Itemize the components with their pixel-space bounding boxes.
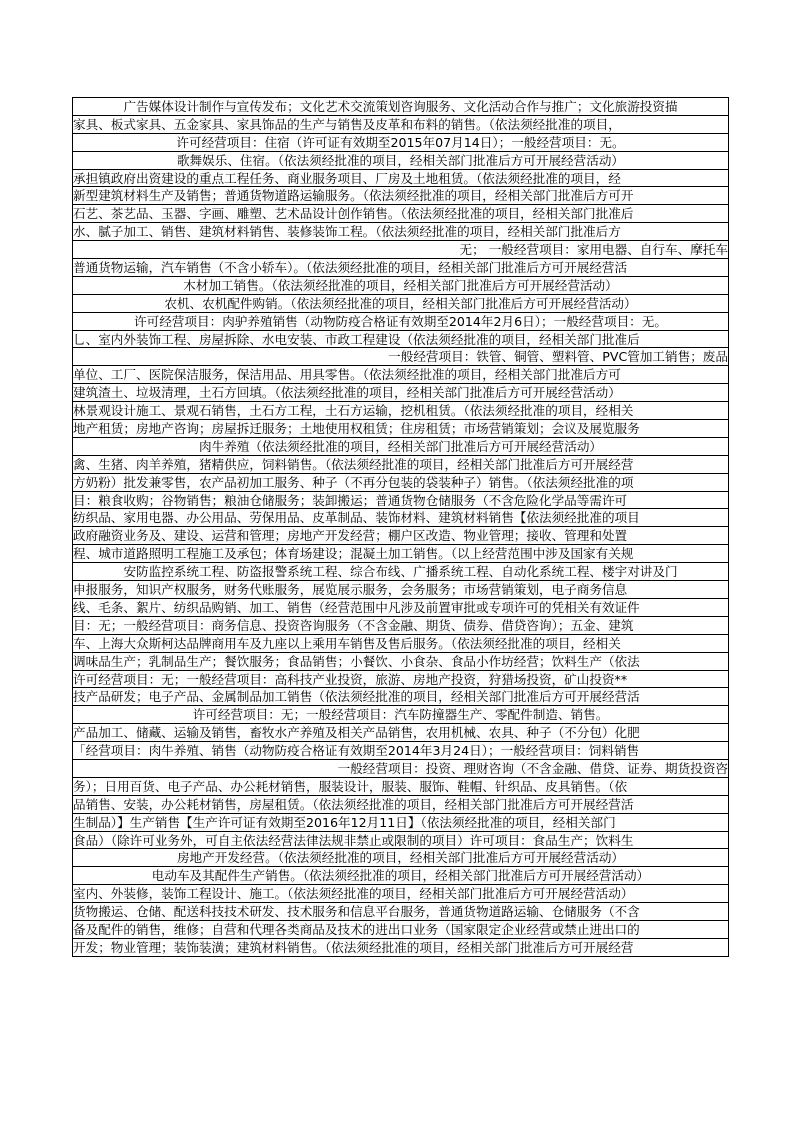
- table-row: [73, 814, 728, 832]
- table-row: [73, 599, 728, 617]
- table-row: [73, 366, 728, 384]
- row-text: 目：粮食收购；谷物销售；粮油仓储服务；装卸搬运；普通货物仓储服务（不含危险化学品等需许可: [73, 492, 628, 508]
- table-row: [73, 903, 728, 921]
- table-row: [73, 832, 728, 850]
- row-text: 许可经营项目：无；一般经营项目：高科技产业投资，旅游、房地产投资，狩猎场投资，矿山投资**: [73, 671, 628, 687]
- row-text: 歌舞娱乐、住宿。（依法须经批准的项目，经相关部门批准后方可开展经营活动）: [176, 152, 625, 168]
- table-row: [73, 187, 728, 205]
- table-row: [73, 724, 728, 742]
- row-text: 广告媒体设计制作与宣传发布；文化艺术交流策划咨询服务、文化活动合作与推广；文化旅游投资描: [123, 99, 678, 114]
- table-row: [73, 492, 728, 510]
- row-text: 禽、生猪、肉羊养殖，猪精供应，饲料销售。（依法须经批准的项目，经相关部门批准后方可开展经营: [73, 456, 634, 472]
- table-row: [73, 152, 728, 170]
- table-row: [73, 545, 728, 563]
- row-text: 无； 一般经营项目：家用电器、自行车、摩托车: [459, 242, 728, 258]
- table-row: [73, 778, 728, 796]
- row-text: 林景观设计施工、景观石销售，土石方工程，土石方运输，挖机租赁。（依法须经批准的项目，经相关: [73, 403, 634, 419]
- table-row: [73, 885, 728, 903]
- row-text: 石艺、茶艺品、玉器、字画、雕塑、艺术品设计创作销售。（依法须经批准的项目，经相关部门批准后: [73, 206, 634, 222]
- row-text: 普通货物运输，汽车销售（不含小轿车）。（依法须经批准的项目，经相关部门批准后方可开展经营活: [73, 260, 628, 276]
- table-row: [73, 241, 728, 259]
- table-row: [73, 438, 728, 456]
- table-row: [73, 742, 728, 760]
- row-text: 货物搬运、仓储、配送科技技术研发、技术服务和信息平台服务，普通货物道路运输、仓储服务（不含: [73, 904, 640, 920]
- row-text: 肉牛养殖（依法须经批准的项目，经相关部门批准后方可开展经营活动）: [199, 438, 602, 454]
- row-text: 地产租赁；房地产咨询；房屋拆迁服务；土地使用权租赁；住房租赁；市场营销策划；会议及展览服务: [73, 421, 640, 437]
- table-row: [73, 474, 728, 492]
- row-text: 程、城市道路照明工程施工及承包；体育场建设；混凝土加工销售。（以上经营范围中涉及国家有关规: [73, 546, 634, 562]
- row-text: 开发；物业管理；装饰装潢；建筑材料销售。（依法须经批准的项目，经相关部门批准后方可开展经营: [73, 939, 634, 955]
- row-text: 产品加工、储藏、运输及销售，畜牧水产养殖及相关产品销售，农用机械、农具、种子（不分包）化肥: [73, 725, 640, 741]
- table-row: [73, 313, 728, 331]
- table-row: [73, 921, 728, 939]
- table-row: [73, 205, 728, 223]
- table-row: [73, 527, 728, 545]
- table-row: [73, 384, 728, 402]
- row-text: 许可经营项目：无；一般经营项目：汽车防撞器生产、零配件制造、销售。: [192, 707, 609, 723]
- row-text: 申报服务，知识产权服务，财务代账服务，展览展示服务，会务服务；市场营销策划，电子商务信息: [73, 582, 628, 598]
- table-row: [73, 760, 728, 778]
- table-row: [73, 331, 728, 349]
- table-row: [73, 688, 728, 706]
- row-text: 调味品生产；乳制品生产；餐饮服务；食品销售；小餐饮、小食杂、食品小作坊经营；饮料生产（依法: [73, 653, 640, 669]
- row-text: 技产品研发；电子产品、金属制品加工销售（依法须经批准的项目，经相关部门批准后方可开展经营活: [73, 689, 640, 705]
- table-row: [73, 98, 728, 116]
- table-row: [73, 420, 728, 438]
- table-row: [73, 259, 728, 277]
- table-row: [73, 295, 728, 313]
- row-text: 农机、农机配件购销。（依法须经批准的项目，经相关部门批准后方可开展经营活动）: [164, 295, 637, 311]
- row-text: 纺织品、家用电器、办公用品、劳保用品、皮革制品、装饰材料、建筑材料销售【依法须经批准的项目: [73, 510, 640, 526]
- table-row: [73, 796, 728, 814]
- row-text: 乚、室内外装饰工程、房屋拆除、水电安装、市政工程建设（依法须经批准的项目，经相关部门批准后: [73, 331, 640, 347]
- row-text: 政府融资业务及、建设、运营和管理；房地产开发经营；棚户区改造、物业管理；接收、管理和处置: [73, 528, 628, 544]
- row-text: 电动车及其配件生产销售。（依法须经批准的项目，经相关部门批准后方可开展经营活动）: [151, 868, 650, 884]
- table-row: [73, 706, 728, 724]
- table-row: [73, 653, 728, 671]
- table-row: [73, 223, 728, 241]
- row-text: 承担镇政府出资建设的重点工程任务、商业服务项目、厂房及土地租赁。（依法须经批准的项目，经: [73, 170, 621, 186]
- row-text: 一般经营项目：铁管、铜管、塑料管、PVC管加工销售；废品: [388, 349, 728, 365]
- table-row: [73, 635, 728, 653]
- row-text: 家具、板式家具、五金家具、家具饰品的生产与销售及皮革和布料的销售。（依法须经批准的项目，: [73, 116, 621, 132]
- table-row: [73, 170, 728, 188]
- row-text: 单位、工厂、医院保洁服务，保洁用品、用具零售。（依法须经批准的项目，经相关部门批准后方可: [73, 367, 621, 383]
- row-text: 车、上海大众斯柯达品牌商用车及九座以上乘用车销售及售后服务。（依法须经批准的项目，经相关: [73, 635, 621, 651]
- row-text: 新型建筑材料生产及销售；普通货物道路运输服务。（依法须经批准的项目，经相关部门批准后方可开: [73, 188, 634, 204]
- row-text: 线、毛条、絮片、纺织品购销、加工、销售（经营范围中凡涉及前置审批或专项许可的凭相关有效证件: [73, 599, 640, 615]
- row-text: 水、腻子加工、销售、建筑材料销售、装修装饰工程。（依法须经批准的项目，经相关部门批准后方: [73, 224, 621, 240]
- row-text: 安防监控系统工程、防盗报警系统工程、综合布线、广播系统工程、自动化系统工程、楼宇对讲及门: [123, 564, 678, 580]
- row-text: 许可经营项目：住宿（许可证有效期至2015年07月14日）；一般经营项目：无。: [176, 134, 625, 150]
- row-text: 生制品）】生产销售【生产许可证有效期至2016年12月11日】（依法须经批准的项目，经相关部门: [73, 814, 616, 830]
- business-scope-table: [72, 97, 729, 957]
- row-text: 目：无；一般经营项目：商务信息、投资咨询服务（不含金融、期货、债券、借贷咨询）；五金、建筑: [73, 617, 634, 633]
- table-row: [73, 402, 728, 420]
- row-text: 食品）（除许可业务外，可自主依法经营法律法规非禁止或限制的项目）许可项目：食品生产；饮料生: [73, 832, 634, 848]
- table-row: [73, 116, 728, 134]
- table-row: [73, 134, 728, 152]
- table-row: [73, 849, 728, 867]
- table-row: [73, 581, 728, 599]
- row-text: 木材加工销售。（依法须经批准的项目，经相关部门批准后方可开展经营活动）: [183, 277, 618, 293]
- row-text: 备及配件的销售，维修；自营和代理各类商品及技术的进出口业务（国家限定企业经营或禁止进出口的: [73, 921, 640, 937]
- table-row: [73, 509, 728, 527]
- table-row: [73, 456, 728, 474]
- row-text: 室内、外装修，装饰工程设计、施工。（依法须经批准的项目，经相关部门批准后方可开展经营活动）: [73, 886, 634, 902]
- row-text: 品销售、安装，办公耗材销售，房屋租赁。（依法须经批准的项目，经相关部门批准后方可开展经营活: [73, 796, 634, 812]
- table-row: [73, 563, 728, 581]
- row-text: 房地产开发经营。（依法须经批准的项目，经相关部门批准后方可开展经营活动）: [176, 850, 625, 866]
- row-text: 方奶粉）批发兼零售，农产品初加工服务、种子（不再分包装的袋装种子）销售。（依法须经批准的项: [73, 474, 634, 490]
- row-text: 许可经营项目：肉驴养殖销售（动物防疫合格证有效期至2014年2月6日）；一般经营项目：无。: [134, 313, 667, 329]
- row-text: 务）；日用百货、电子产品、办公耗材销售，服装设计，服装、服饰、鞋帽、针织品、皮具销售。（依: [73, 778, 628, 794]
- table-row: [73, 277, 728, 295]
- row-text: 一般经营项目：投资、理财咨询（不含金融、借贷、证券、期货投资咨: [337, 760, 728, 776]
- table-row: [73, 617, 728, 635]
- table-row: [73, 867, 728, 885]
- row-text: 建筑渣土、垃圾清理，土石方回填。（依法须经批准的项目，经相关部门批准后方可开展经营活动）: [73, 385, 621, 401]
- table-row: [73, 939, 728, 957]
- row-text: 「经营项目：肉牛养殖、销售（动物防疫合格证有效期至2014年3月24日）；一般经营项目：饲料销售: [73, 743, 640, 759]
- table-row: [73, 348, 728, 366]
- table-row: [73, 671, 728, 689]
